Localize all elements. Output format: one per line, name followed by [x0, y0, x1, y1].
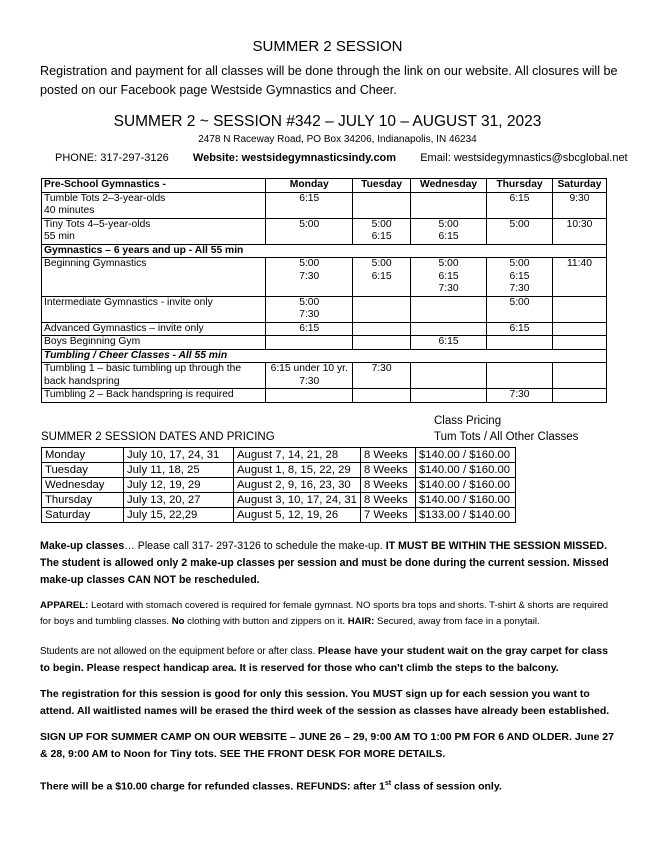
time-cell: 6:15 — [266, 192, 353, 218]
time-cell: 5:00 6:15 — [353, 258, 411, 297]
dates-row — [42, 493, 516, 508]
class-name-cell: Boys Beginning Gym — [42, 336, 266, 350]
dates-row — [42, 448, 516, 463]
header-cell: Thursday — [487, 179, 553, 193]
class-name-cell: Advanced Gymnastics – invite only — [42, 322, 266, 336]
price-cell: $140.00 / $160.00 — [415, 493, 515, 508]
day-cell: Tuesday — [42, 463, 124, 478]
august-dates-cell: August 7, 14, 21, 28 — [234, 448, 361, 463]
phone-label: PHONE: — [55, 152, 98, 164]
time-cell — [353, 336, 411, 350]
makeup-label: Make-up classes — [40, 540, 125, 552]
time-cell: 5:00 6:15 7:30 — [487, 258, 553, 297]
time-cell — [411, 192, 487, 218]
refund-note — [40, 775, 620, 796]
weeks-cell: 8 Weeks — [360, 493, 415, 508]
time-cell — [552, 389, 606, 403]
time-cell: 6:15 — [411, 336, 487, 350]
time-cell — [552, 363, 606, 389]
weeks-cell: 8 Weeks — [360, 478, 415, 493]
time-cell — [411, 322, 487, 336]
refund-sup: st — [384, 780, 392, 787]
time-cell — [487, 336, 553, 350]
equipment-text: Students are not allowed on the equipment before or after class. — [40, 646, 318, 657]
day-cell: Thursday — [42, 493, 124, 508]
session-heading: SUMMER 2 ~ SESSION #342 – JULY 10 – AUGUST 31, 2023 — [113, 113, 542, 130]
header-cell: Monday — [266, 179, 353, 193]
time-cell: 6:15 — [266, 322, 353, 336]
july-dates-cell: July 15, 22,29 — [124, 508, 234, 523]
time-cell — [266, 336, 353, 350]
time-cell — [411, 296, 487, 322]
august-dates-cell: August 5, 12, 19, 26 — [234, 508, 361, 523]
hair-text: Secured, away from face in a ponytail. — [374, 616, 540, 627]
makeup-text: … Please call 317- 297-3126 to schedule the make-up. — [124, 540, 386, 552]
website-link[interactable]: westsidegymnasticsindy.com — [241, 152, 397, 164]
august-dates-cell: August 2, 9, 16, 23, 30 — [234, 478, 361, 493]
schedule-header-row — [42, 179, 607, 193]
july-dates-cell: July 10, 17, 24, 31 — [124, 448, 234, 463]
refund-text: There will be a $10.00 charge for refunded classes. REFUNDS: after 1 — [40, 780, 385, 793]
schedule-row — [42, 258, 607, 297]
time-cell — [487, 363, 553, 389]
time-cell: 7:30 — [487, 389, 553, 403]
time-cell: 5:00 6:15 — [353, 218, 411, 244]
august-dates-cell: August 3, 10, 17, 24, 31 — [234, 493, 361, 508]
apparel-label: APPAREL: — [40, 600, 89, 611]
time-cell: 5:00 — [266, 218, 353, 244]
session-dates-table — [41, 447, 516, 523]
intro-text: Registration and payment for all classes will be done through the link on our website. All closures will be posted on our Facebook page Westside Gymnastics and Cheer. — [40, 64, 618, 97]
schedule-row — [42, 192, 607, 218]
refund-text-2: class of session only. — [391, 780, 502, 793]
time-cell: 6:15 — [487, 322, 553, 336]
time-cell: 11:40 — [552, 258, 606, 297]
time-cell: 9:30 — [552, 192, 606, 218]
pricing-caption-detail: Tum Tots / All Other Classes — [434, 431, 579, 443]
hair-label: HAIR: — [347, 616, 375, 627]
schedule-row — [42, 336, 607, 350]
makeup-paragraph — [40, 538, 620, 589]
apparel-text-2: clothing with button and zippers on it. — [184, 616, 348, 627]
summer-camp-note: SIGN UP FOR SUMMER CAMP ON OUR WEBSITE – JUNE 26 – 29, 9:00 AM TO 1:00 PM FOR 6 AND OLDER. June 27 & 28, 9:00 AM to Noon for Tiny tots. SEE THE FRONT DESK FOR MORE DETAILS. — [40, 731, 614, 760]
schedule-section-row — [42, 244, 607, 258]
schedule-section-row — [42, 349, 607, 363]
price-cell: $133.00 / $140.00 — [415, 508, 515, 523]
header-cell: Pre-School Gymnastics - — [42, 179, 266, 193]
email-link[interactable]: westsidegymnastics@sbcglobal.net — [453, 152, 628, 164]
time-cell — [353, 389, 411, 403]
time-cell: 5:00 7:30 — [266, 258, 353, 297]
class-schedule-table — [41, 178, 607, 403]
time-cell: 5:00 6:15 7:30 — [411, 258, 487, 297]
schedule-row — [42, 322, 607, 336]
class-name-cell: Tumbling 1 – basic tumbling up through the back handspring — [42, 363, 266, 389]
apparel-text: Leotard with stomach covered is required for female gymnast. NO sports bra tops and shorts. T-shirt & shorts are required for boys and tumbling classes. — [40, 600, 609, 627]
class-name-cell: Intermediate Gymnastics - invite only — [42, 296, 266, 322]
day-cell: Saturday — [42, 508, 124, 523]
time-cell: 10:30 — [552, 218, 606, 244]
dates-title: SUMMER 2 SESSION DATES AND PRICING — [41, 431, 275, 443]
time-cell: 6:15 under 10 yr. 7:30 — [266, 363, 353, 389]
apparel-no: No — [171, 616, 185, 627]
dates-row — [42, 463, 516, 478]
class-name-cell: Beginning Gymnastics — [42, 258, 266, 297]
time-cell: 5:00 — [487, 218, 553, 244]
weeks-cell: 7 Weeks — [360, 508, 415, 523]
contact-line — [55, 152, 655, 164]
august-dates-cell: August 1, 8, 15, 22, 29 — [234, 463, 361, 478]
july-dates-cell: July 12, 19, 29 — [124, 478, 234, 493]
schedule-row — [42, 296, 607, 322]
time-cell: 7:30 — [353, 363, 411, 389]
time-cell — [266, 389, 353, 403]
time-cell — [552, 336, 606, 350]
time-cell — [411, 363, 487, 389]
class-name-cell: Tiny Tots 4–5-year-olds 55 min — [42, 218, 266, 244]
apparel-paragraph — [40, 598, 620, 630]
pricing-caption: Class Pricing — [434, 415, 502, 427]
day-cell: Monday — [42, 448, 124, 463]
class-name-cell: Tumble Tots 2–3-year-olds 40 minutes — [42, 192, 266, 218]
time-cell: 5:00 7:30 — [266, 296, 353, 322]
weeks-cell: 8 Weeks — [360, 448, 415, 463]
equipment-paragraph — [40, 643, 620, 677]
time-cell — [552, 296, 606, 322]
header-cell: Saturday — [552, 179, 606, 193]
time-cell — [353, 322, 411, 336]
july-dates-cell: July 13, 20, 27 — [124, 493, 234, 508]
email-label: Email: — [420, 152, 451, 164]
dates-row — [42, 478, 516, 493]
time-cell: 6:15 — [487, 192, 553, 218]
section-heading: Tumbling / Cheer Classes - All 55 min — [42, 349, 607, 363]
header-cell: Tuesday — [353, 179, 411, 193]
website-label: Website: — [192, 152, 239, 164]
registration-note: The registration for this session is good for only this session. You MUST sign up for each session you want to attend. All waitlisted names will be erased the third week of the session as classes have already been established. — [40, 688, 610, 717]
schedule-row — [42, 363, 607, 389]
address: 2478 N Raceway Road, PO Box 34206, Indianapolis, IN 46234 — [198, 134, 477, 145]
schedule-row — [42, 218, 607, 244]
july-dates-cell: July 11, 18, 25 — [124, 463, 234, 478]
weeks-cell: 8 Weeks — [360, 463, 415, 478]
class-name-cell: Tumbling 2 – Back handspring is required — [42, 389, 266, 403]
time-cell: 5:00 — [487, 296, 553, 322]
makeup-rules: IT MUST BE WITHIN THE SESSION MISSED. The student is allowed only 2 make-up classes per session and must be done during the current session. Missed make-up classes CAN NOT be rescheduled. — [40, 540, 609, 586]
time-cell — [411, 389, 487, 403]
header-cell: Wednesday — [411, 179, 487, 193]
time-cell — [552, 322, 606, 336]
section-heading: Gymnastics – 6 years and up - All 55 min — [42, 244, 607, 258]
price-cell: $140.00 / $160.00 — [415, 478, 515, 493]
page-title: SUMMER 2 SESSION — [252, 38, 403, 55]
equipment-rules: Please have your student wait on the gray carpet for class to begin. Please respect handicap area. It is reserved for those who can't climb the steps to the balcony. — [40, 645, 608, 674]
price-cell: $140.00 / $160.00 — [415, 463, 515, 478]
dates-row — [42, 508, 516, 523]
time-cell: 5:00 6:15 — [411, 218, 487, 244]
schedule-row — [42, 389, 607, 403]
time-cell — [353, 192, 411, 218]
time-cell — [353, 296, 411, 322]
phone-number: 317-297-3126 — [100, 152, 169, 164]
price-cell: $140.00 / $160.00 — [415, 448, 515, 463]
day-cell: Wednesday — [42, 478, 124, 493]
